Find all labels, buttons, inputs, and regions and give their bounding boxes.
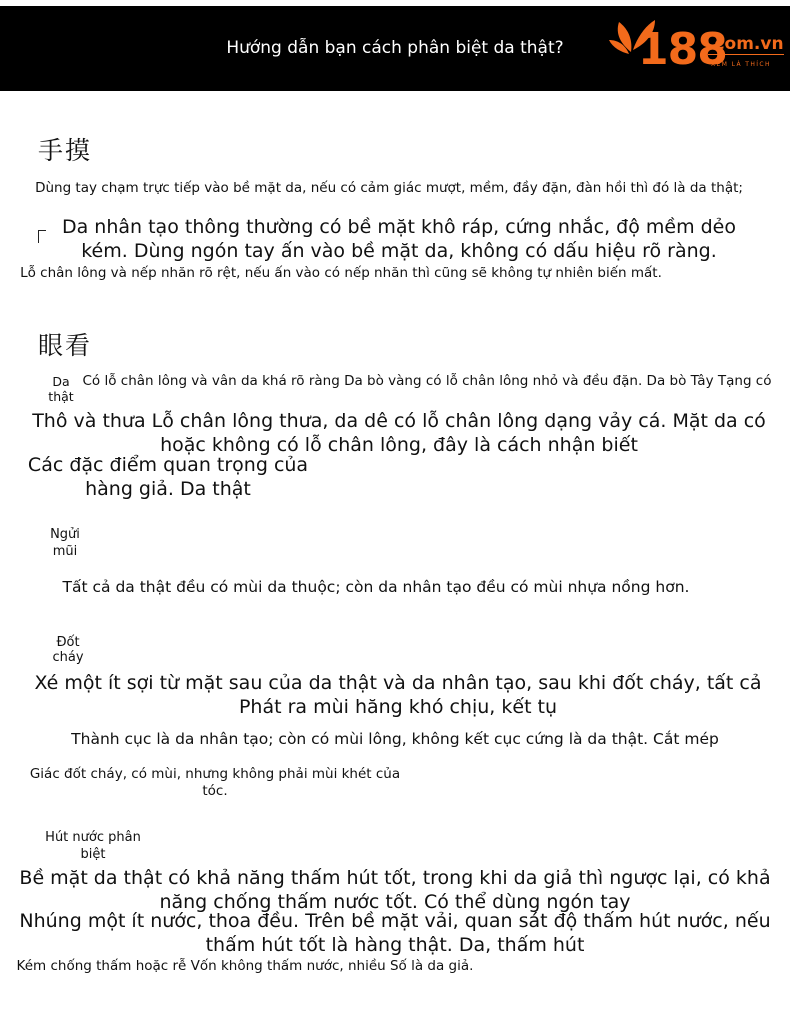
look-paragraph-1: Có lỗ chân lông và vân da khá rõ ràng Da bò vàng có lỗ chân lông nhỏ và đều đặn. Da bò Tây Tạng có bbox=[82, 373, 772, 389]
touch-paragraph-1: Dùng tay chạm trực tiếp vào bề mặt da, nếu có cảm giác mượt, mềm, đầy đặn, đàn hồi thì đó là da thật; bbox=[35, 180, 743, 196]
touch-paragraph-2: Da nhân tạo thông thường có bề mặt khô ráp, cứng nhắc, độ mềm dẻo kém. Dùng ngón tay ấn vào bề mặt da, không có dấu hiệu rõ ràng. bbox=[61, 216, 736, 262]
logo-digits: 188 bbox=[638, 24, 727, 75]
touch-paragraph-3: Lỗ chân lông và nếp nhăn rõ rệt, nếu ấn vào có nếp nhăn thì cũng sẽ không tự nhiên biến mất. bbox=[20, 265, 662, 281]
absorb-paragraph-3: Kém chống thấm hoặc rễ Vốn không thấm nước, nhiều Số là da giả. bbox=[16, 958, 474, 974]
absorb-paragraph-1: Bề mặt da thật có khả năng thấm hút tốt, trong khi da giả thì ngược lại, có khả năng chống thấm nước tốt. Có thể dùng ngón tay bbox=[19, 867, 771, 913]
logo-domain: .com.vn bbox=[708, 34, 784, 54]
logo-tagline: XEM LÀ THÍCH bbox=[711, 61, 771, 68]
burn-paragraph-2: Thành cục là da nhân tạo; còn có mùi lông, không kết cục cứng là da thật. Cắt mép bbox=[71, 730, 719, 748]
absorb-paragraph-2: Nhúng một ít nước, thoa đều. Trên bề mặt vải, quan sát độ thấm hút nước, nếu thấm hút tốt là hàng thật. Da, thấm hút bbox=[19, 910, 771, 956]
site-logo[interactable] bbox=[607, 12, 782, 84]
smell-label: Ngửi mũi bbox=[50, 527, 80, 559]
look-paragraph-3: Các đặc điểm quan trọng của hàng giả. Da thật bbox=[27, 454, 309, 500]
look-label: Da thật bbox=[48, 374, 74, 404]
page-title: Hướng dẫn bạn cách phân biệt da thật? bbox=[226, 38, 564, 58]
smell-paragraph-1: Tất cả da thật đều có mùi da thuộc; còn da nhân tạo đều có mùi nhựa nồng hơn. bbox=[62, 578, 690, 596]
look-paragraph-2: Thô và thưa Lỗ chân lông thưa, da dê có lỗ chân lông dạng vảy cá. Mặt da có hoặc không có lỗ chân lông, đây là cách nhận biết bbox=[32, 410, 766, 456]
burn-paragraph-1: Xé một ít sợi từ mặt sau của da thật và da nhân tạo, sau khi đốt cháy, tất cả Phát ra mùi hăng khó chịu, kết tụ bbox=[34, 672, 762, 718]
section-heading-look: 眼看 bbox=[38, 331, 93, 360]
section-heading-touch: 手摸 bbox=[38, 136, 93, 165]
burn-paragraph-3: Giác đốt cháy, có mùi, nhưng không phải mùi khét của tóc. bbox=[29, 766, 401, 799]
absorb-label: Hút nước phân biệt bbox=[45, 830, 141, 862]
burn-label: Đốt cháy bbox=[52, 635, 84, 665]
